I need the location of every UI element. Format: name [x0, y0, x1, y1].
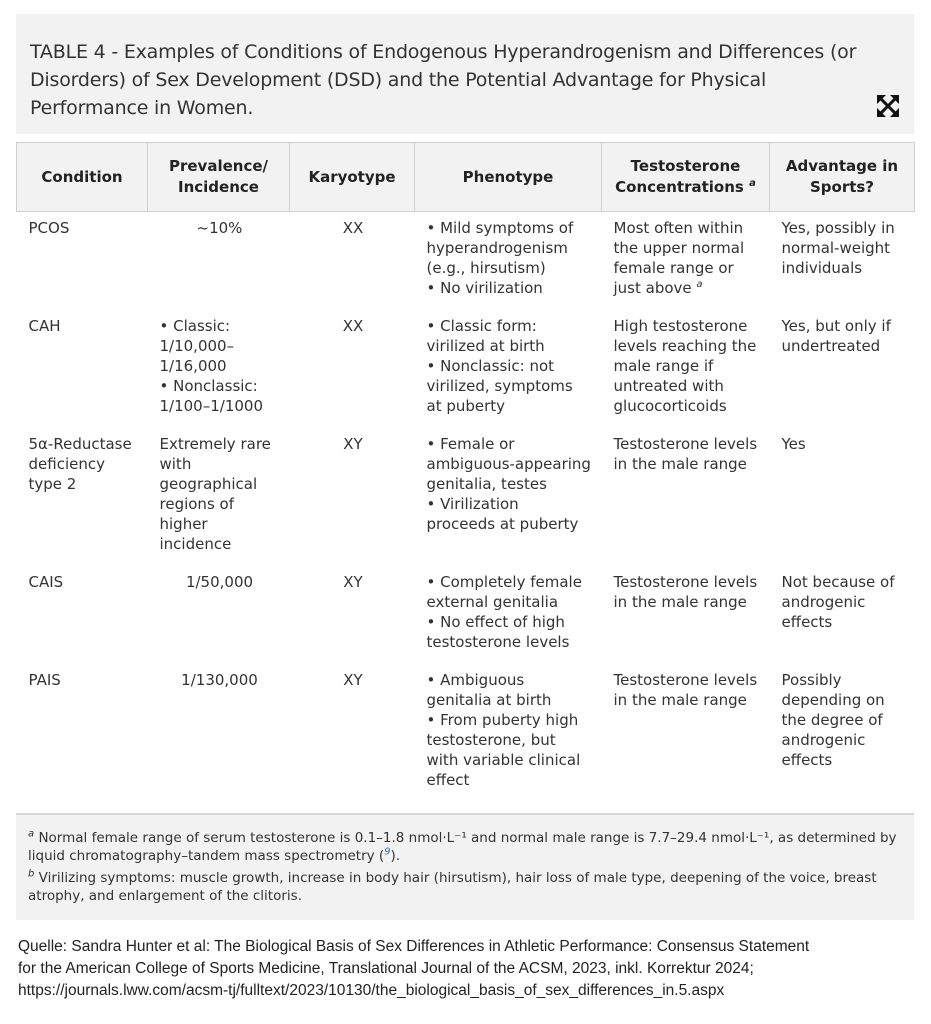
conditions-table-wrapper: [16, 142, 914, 802]
condition-name: 5α-Reductase deficiency type 2: [28, 435, 132, 493]
phenotype-cell: [415, 310, 602, 428]
header-prevalence-label: Prevalence/ Incidence: [168, 157, 268, 196]
source-url[interactable]: https://journals.lww.com/acsm-tj/fulltext/2023/10130/the_biological_basis_of_sex_differences_in.5.aspx: [18, 982, 725, 999]
karyotype-value: XY: [343, 573, 363, 591]
phenotype-cell: [415, 566, 602, 664]
phenotype-item: • No virilization: [426, 279, 543, 297]
phenotype-item: • Virilization proceeds at puberty: [426, 495, 579, 533]
phenotype-item: • Mild symptoms of hyperandrogenism (e.g., hirsutism): [426, 219, 574, 277]
table-row: [17, 664, 915, 802]
testosterone-value: Testosterone levels in the male range: [613, 671, 758, 709]
testosterone-cell: [602, 212, 770, 311]
footnote-a: [28, 829, 900, 865]
advantage-value: Yes, possibly in normal-weight individuals: [781, 219, 895, 277]
footnote-b-text: Virilizing symptoms: muscle growth, increase in body hair (hirsutism), hair loss of male type, deepening of the voice, breast atrophy, and enlargement of the clitoris.: [28, 870, 877, 904]
header-prevalence: [148, 143, 290, 212]
phenotype-item: • Nonclassic: not virilized, symptoms at puberty: [426, 357, 573, 415]
testosterone-cell: [602, 310, 770, 428]
prevalence-value: ~10%: [196, 219, 243, 237]
phenotype-item: • From puberty high testosterone, but with variable clinical effect: [426, 711, 581, 789]
condition-cell: [17, 212, 148, 311]
footnote-a-mark: a: [28, 828, 35, 840]
advantage-cell: [770, 212, 915, 311]
prevalence-cell: [148, 310, 290, 428]
advantage-cell: [770, 428, 915, 566]
condition-cell: [17, 310, 148, 428]
prevalence-cell: [148, 566, 290, 664]
table-title-panel: [16, 14, 914, 134]
phenotype-item: • Completely female external genitalia: [426, 573, 582, 611]
table-header-row: [17, 143, 915, 212]
karyotype-cell: [290, 310, 415, 428]
testosterone-cell: [602, 566, 770, 664]
karyotype-value: XX: [342, 219, 364, 237]
prevalence-cell: [148, 212, 290, 311]
prevalence-value: • Nonclassic: 1/100–1/1000: [159, 377, 263, 415]
advantage-value: Yes, but only if undertreated: [781, 317, 891, 355]
condition-name: CAIS: [28, 573, 64, 591]
karyotype-cell: [290, 428, 415, 566]
karyotype-value: XX: [342, 317, 364, 335]
footnotes-panel: [16, 815, 914, 920]
table-row: [17, 428, 915, 566]
source-line-1: Quelle: Sandra Hunter et al: The Biological Basis of Sex Differences in Athletic Performance: Consensus Statement: [18, 938, 810, 955]
phenotype-item: • Ambiguous genitalia at birth: [426, 671, 552, 709]
footnote-a-text: Normal female range of serum testosterone is 0.1–1.8 nmol·L⁻¹ and normal male range is 7.7–29.4 nmol·L⁻¹, as determined by liquid chromatography–tandem mass spectrometry (: [28, 830, 897, 864]
condition-cell: [17, 428, 148, 566]
advantage-value: Not because of androgenic effects: [781, 573, 895, 631]
condition-name: PCOS: [28, 219, 70, 237]
header-condition: Condition: [17, 143, 148, 212]
table-title: TABLE 4 - Examples of Conditions of Endogenous Hyperandrogenism and Differences (or Disorders) of Sex Development (DSD) and the Potential Advantage for Physical Performance in Women.: [30, 41, 857, 119]
karyotype-value: XY: [343, 435, 363, 453]
footnote-a-end: ).: [390, 848, 401, 864]
prevalence-value: 1/130,000: [181, 671, 258, 689]
expand-arrows-icon[interactable]: [876, 94, 900, 118]
source-citation: [18, 936, 918, 1002]
advantage-value: Yes: [781, 435, 806, 453]
reference-link[interactable]: 9: [384, 846, 391, 858]
condition-cell: [17, 664, 148, 802]
karyotype-cell: [290, 212, 415, 311]
advantage-cell: [770, 566, 915, 664]
footnote-mark: a: [696, 279, 703, 290]
condition-cell: [17, 566, 148, 664]
testosterone-value: Most often within the upper normal female range or just above: [613, 219, 745, 297]
header-advantage: Advantage in Sports?: [770, 143, 915, 212]
advantage-cell: [770, 310, 915, 428]
testosterone-value: Testosterone levels in the male range: [613, 573, 758, 611]
testosterone-cell: [602, 664, 770, 802]
karyotype-cell: [290, 664, 415, 802]
footnote-b-mark: b: [28, 868, 35, 880]
table-row: [17, 566, 915, 664]
prevalence-cell: [148, 428, 290, 566]
advantage-cell: [770, 664, 915, 802]
header-karyotype: Karyotype: [290, 143, 415, 212]
prevalence-value: • Classic: 1/10,000–1/16,000: [159, 317, 235, 375]
header-phenotype: Phenotype: [415, 143, 602, 212]
table-row: [17, 310, 915, 428]
footnote-mark: a: [749, 178, 756, 189]
header-testosterone: [602, 143, 770, 212]
karyotype-cell: [290, 566, 415, 664]
condition-name: PAIS: [28, 671, 61, 689]
prevalence-value: Extremely rare with geographical regions of higher incidence: [159, 435, 271, 553]
karyotype-value: XY: [343, 671, 363, 689]
phenotype-item: • No effect of high testosterone levels: [426, 613, 570, 651]
condition-name: CAH: [28, 317, 61, 335]
prevalence-value: 1/50,000: [185, 573, 254, 591]
testosterone-cell: [602, 428, 770, 566]
testosterone-value: Testosterone levels in the male range: [613, 435, 758, 473]
header-testosterone-label: Testosterone Concentrations: [615, 157, 744, 196]
table-row: [17, 212, 915, 311]
phenotype-item: • Classic form: virilized at birth: [426, 317, 545, 355]
table-body: [17, 212, 915, 803]
prevalence-cell: [148, 664, 290, 802]
phenotype-cell: [415, 664, 602, 802]
conditions-table: [16, 142, 915, 802]
phenotype-item: • Female or ambiguous-appearing genitalia, testes: [426, 435, 591, 493]
phenotype-cell: [415, 428, 602, 566]
advantage-value: Possibly depending on the degree of androgenic effects: [781, 671, 885, 769]
testosterone-value: High testosterone levels reaching the male range if untreated with glucocorticoids: [613, 317, 757, 415]
phenotype-cell: [415, 212, 602, 311]
footnote-b: [28, 869, 900, 905]
source-line-2: for the American College of Sports Medicine, Translational Journal of the ACSM, 2023, inkl. Korrektur 2024;: [18, 960, 754, 977]
